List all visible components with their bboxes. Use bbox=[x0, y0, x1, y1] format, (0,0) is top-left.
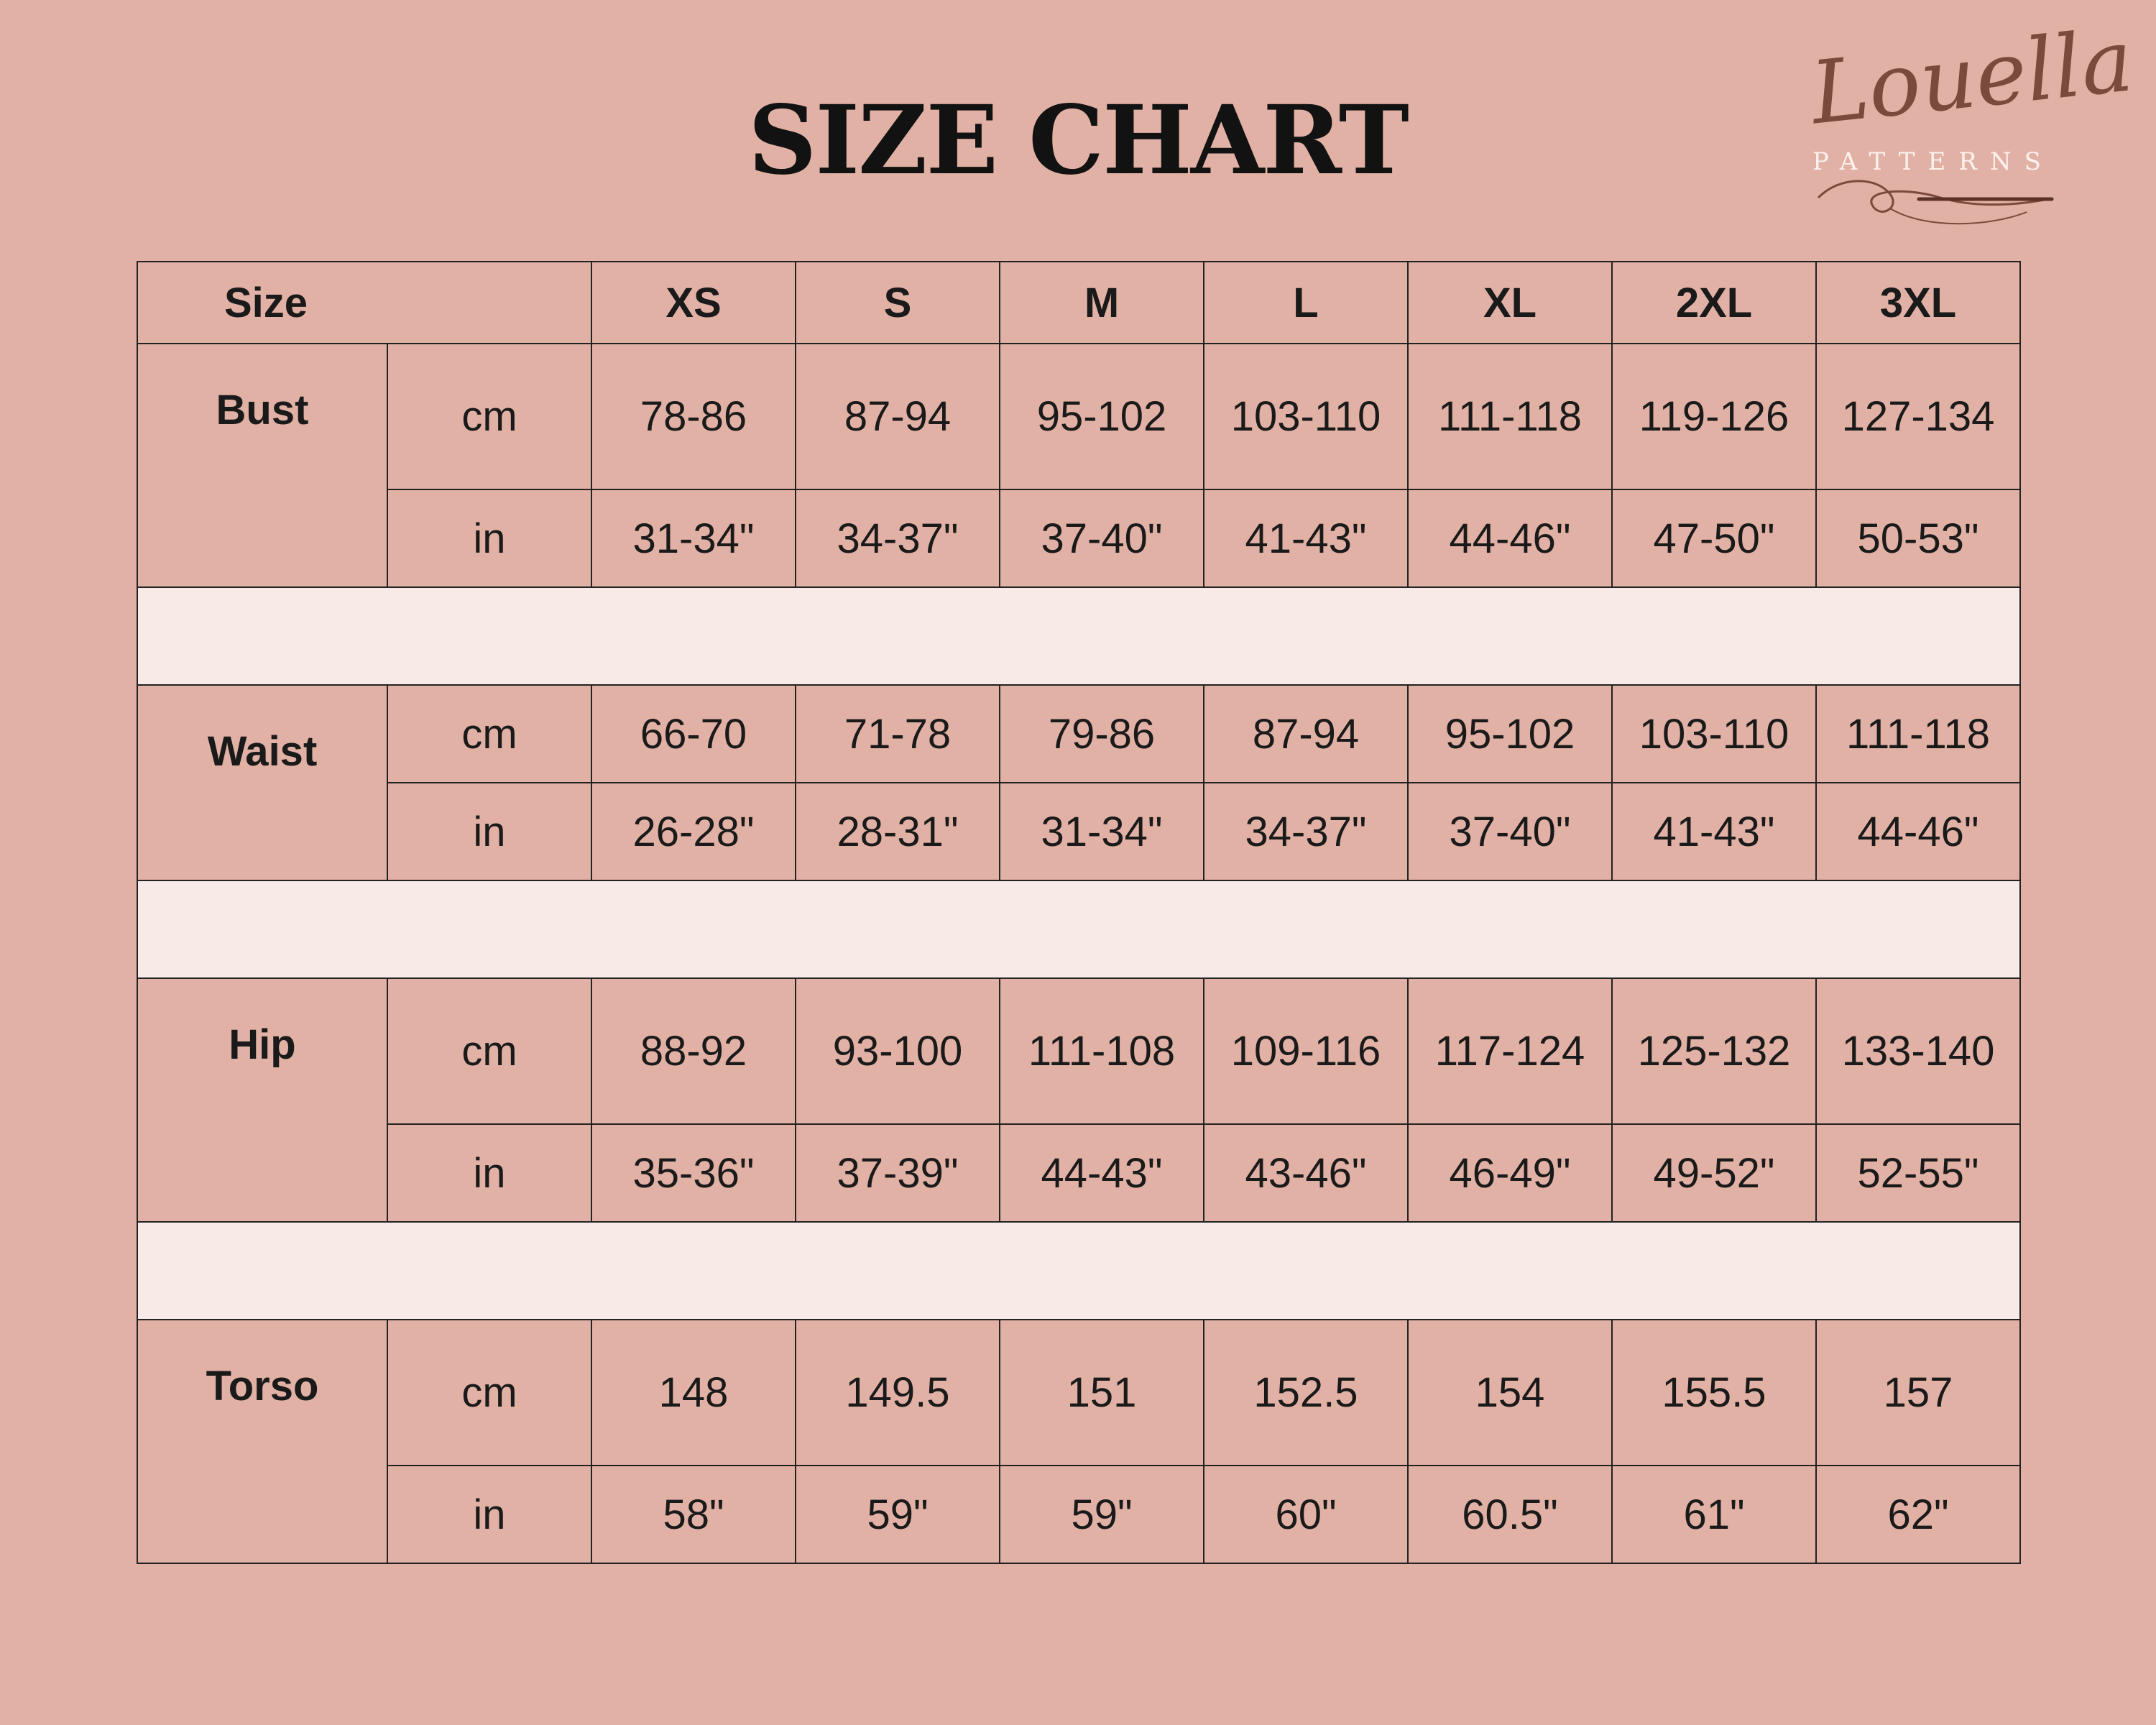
measurement-name: Torso bbox=[206, 1363, 319, 1409]
brand-logo bbox=[1806, 11, 2138, 248]
unit-label: cm bbox=[387, 1320, 591, 1466]
value-cell: 152.5 bbox=[1204, 1320, 1408, 1466]
value-cell: 109-116 bbox=[1204, 978, 1408, 1124]
unit-label: cm bbox=[387, 344, 591, 489]
table-row bbox=[137, 1320, 2020, 1466]
value-cell: 26-28" bbox=[591, 783, 796, 880]
value-cell: 111-108 bbox=[1000, 978, 1204, 1124]
value-cell: 71-78 bbox=[796, 685, 1000, 783]
value-cell: 155.5 bbox=[1612, 1320, 1816, 1466]
unit-label: in bbox=[387, 489, 591, 587]
measurement-label-hip bbox=[137, 978, 387, 1222]
value-cell: 133-140 bbox=[1816, 978, 2020, 1124]
value-cell: 60" bbox=[1204, 1466, 1408, 1563]
value-cell: 87-94 bbox=[796, 344, 1000, 489]
value-cell: 157 bbox=[1816, 1320, 2020, 1466]
value-cell: 149.5 bbox=[796, 1320, 1000, 1466]
value-cell: 125-132 bbox=[1612, 978, 1816, 1124]
spacer-cell bbox=[137, 1222, 2020, 1320]
table-row bbox=[137, 1124, 2020, 1222]
value-cell: 148 bbox=[591, 1320, 796, 1466]
value-cell: 119-126 bbox=[1612, 344, 1816, 489]
value-cell: 78-86 bbox=[591, 344, 796, 489]
unit-label: cm bbox=[387, 978, 591, 1124]
value-cell: 44-46" bbox=[1408, 489, 1612, 587]
value-cell: 103-110 bbox=[1612, 685, 1816, 783]
unit-label: in bbox=[387, 783, 591, 880]
value-cell: 151 bbox=[1000, 1320, 1204, 1466]
measurement-label-torso bbox=[137, 1320, 387, 1563]
value-cell: 127-134 bbox=[1816, 344, 2020, 489]
table-row bbox=[137, 685, 2020, 783]
logo-subtitle: PATTERNS bbox=[1812, 147, 2054, 176]
spacer-row bbox=[137, 1222, 2020, 1320]
unit-label: in bbox=[387, 1466, 591, 1563]
measurement-name: Waist bbox=[207, 728, 318, 775]
value-cell: 59" bbox=[796, 1466, 1000, 1563]
value-cell: 88-92 bbox=[591, 978, 796, 1124]
value-cell: 44-46" bbox=[1816, 783, 2020, 880]
size-header: Size bbox=[137, 262, 591, 344]
measurement-label-bust bbox=[137, 344, 387, 587]
table-row bbox=[137, 489, 2020, 587]
logo-name: Louella bbox=[1806, 11, 2138, 144]
page-title: SIZE CHART bbox=[748, 85, 1408, 196]
value-cell: 34-37" bbox=[1204, 783, 1408, 880]
value-cell: 34-37" bbox=[796, 489, 1000, 587]
size-header-3xl: 3XL bbox=[1816, 262, 2020, 344]
value-cell: 37-40" bbox=[1408, 783, 1612, 880]
value-cell: 95-102 bbox=[1408, 685, 1612, 783]
value-cell: 41-43" bbox=[1612, 783, 1816, 880]
value-cell: 50-53" bbox=[1816, 489, 2020, 587]
value-cell: 28-31" bbox=[796, 783, 1000, 880]
spacer-cell bbox=[137, 587, 2020, 685]
value-cell: 79-86 bbox=[1000, 685, 1204, 783]
size-header-xs: XS bbox=[591, 262, 796, 344]
value-cell: 60.5" bbox=[1408, 1466, 1612, 1563]
size-header-l: L bbox=[1204, 262, 1408, 344]
value-cell: 43-46" bbox=[1204, 1124, 1408, 1222]
value-cell: 111-118 bbox=[1816, 685, 2020, 783]
table-row bbox=[137, 783, 2020, 880]
size-table bbox=[137, 261, 2021, 1564]
value-cell: 37-40" bbox=[1000, 489, 1204, 587]
value-cell: 111-118 bbox=[1408, 344, 1612, 489]
measurement-name: Hip bbox=[229, 1021, 296, 1068]
size-header-2xl: 2XL bbox=[1612, 262, 1816, 344]
measurement-name: Bust bbox=[216, 387, 309, 433]
value-cell: 31-34" bbox=[1000, 783, 1204, 880]
value-cell: 93-100 bbox=[796, 978, 1000, 1124]
value-cell: 95-102 bbox=[1000, 344, 1204, 489]
value-cell: 66-70 bbox=[591, 685, 796, 783]
value-cell: 59" bbox=[1000, 1466, 1204, 1563]
value-cell: 37-39" bbox=[796, 1124, 1000, 1222]
value-cell: 103-110 bbox=[1204, 344, 1408, 489]
value-cell: 46-49" bbox=[1408, 1124, 1612, 1222]
spacer-row bbox=[137, 587, 2020, 685]
value-cell: 49-52" bbox=[1612, 1124, 1816, 1222]
value-cell: 87-94 bbox=[1204, 685, 1408, 783]
table-row bbox=[137, 344, 2020, 489]
value-cell: 62" bbox=[1816, 1466, 2020, 1563]
table-row bbox=[137, 1466, 2020, 1563]
value-cell: 117-124 bbox=[1408, 978, 1612, 1124]
table-header-row bbox=[137, 262, 2020, 344]
spacer-cell bbox=[137, 880, 2020, 978]
value-cell: 52-55" bbox=[1816, 1124, 2020, 1222]
value-cell: 35-36" bbox=[591, 1124, 796, 1222]
size-header-xl: XL bbox=[1408, 262, 1612, 344]
size-header-s: S bbox=[796, 262, 1000, 344]
measurement-label-waist bbox=[137, 685, 387, 880]
value-cell: 31-34" bbox=[591, 489, 796, 587]
spacer-row bbox=[137, 880, 2020, 978]
value-cell: 58" bbox=[591, 1466, 796, 1563]
value-cell: 47-50" bbox=[1612, 489, 1816, 587]
value-cell: 44-43" bbox=[1000, 1124, 1204, 1222]
unit-label: cm bbox=[387, 685, 591, 783]
table-row bbox=[137, 978, 2020, 1124]
unit-label: in bbox=[387, 1124, 591, 1222]
size-header-m: M bbox=[1000, 262, 1204, 344]
value-cell: 61" bbox=[1612, 1466, 1816, 1563]
value-cell: 41-43" bbox=[1204, 489, 1408, 587]
value-cell: 154 bbox=[1408, 1320, 1612, 1466]
